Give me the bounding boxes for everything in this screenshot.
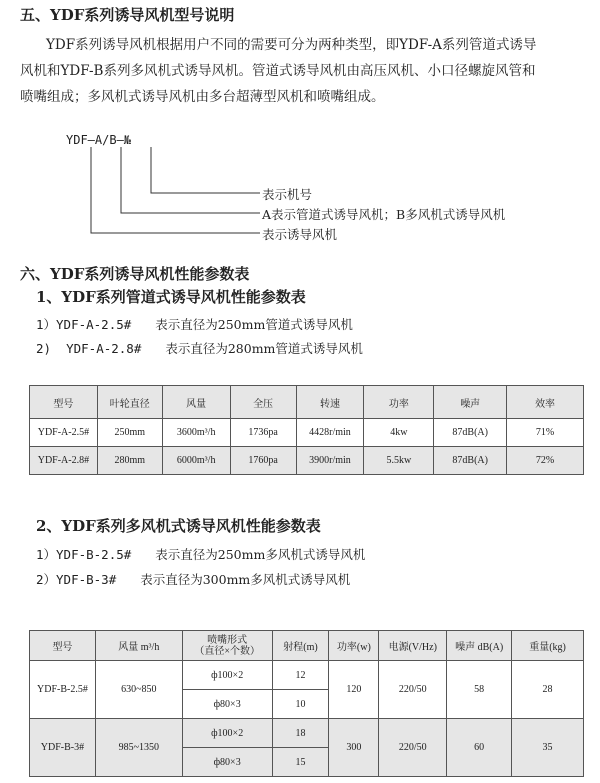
header-cell: 风量 m³/h [95,631,182,661]
nozzle-header-line1: 喷嘴形式 [207,634,248,646]
para-line-1: YDF系列诱导风机根据用户不同的需要可分为两种类型，即YDF-A系列管道式诱导 [46,37,537,53]
nozzle-header-line2: （直径×个数） [194,645,260,657]
sub1-item-1 [36,315,353,333]
cell-range: 12 [272,661,329,690]
table-row [30,661,584,690]
diagram-label-fan: 表示诱导风机 [262,227,338,242]
cell-power: 5.5kw [364,447,434,475]
header-cell: 噪声 [434,386,507,419]
item-code: 1）YDF-A-2.5# [36,317,132,332]
header-cell: 电源(V/Hz) [379,631,447,661]
sub1-item-2 [36,339,363,357]
cell-power: 4kw [364,419,434,447]
item-desc: 表示直径为280mm管道式诱导风机 [165,341,363,356]
cell-speed: 3900r/min [296,447,364,475]
model-code-bracket-lines [60,145,280,245]
header-cell: 重量(kg) [512,631,584,661]
cell-supply: 220/50 [379,661,447,719]
cell-nozzle: ф80×3 [182,690,272,719]
cell-flow: 630~850 [95,661,182,719]
header-cell-nozzle [182,631,272,661]
cell-range: 10 [272,690,329,719]
header-cell: 叶轮直径 [97,386,162,419]
item-code: 1）YDF-B-2.5# [36,547,132,562]
cell-efficiency: 71% [507,419,584,447]
cell-weight: 28 [512,661,584,719]
cell-noise: 87dB(A) [434,419,507,447]
para-line-2: 风机和YDF-B系列多风机式诱导风机。管道式诱导风机由高压风机、小口径螺旋风管和 [20,63,536,79]
cell-weight: 35 [512,719,584,777]
header-cell: 功率 [364,386,434,419]
cell-nozzle: ф80×3 [182,748,272,777]
cell-speed: 4428r/min [296,419,364,447]
cell-model: YDF-B-2.5# [30,661,96,719]
item-code: 2）YDF-B-3# [36,572,117,587]
header-cell: 全压 [230,386,296,419]
cell-model: YDF-A-2.8# [30,447,98,475]
header-cell: 噪声 dB(A) [447,631,512,661]
diagram-label-type: A表示管道式诱导风机；B多风机式诱导风机 [262,207,506,222]
cell-power: 300 [329,719,379,777]
sub2-item-1 [36,545,365,563]
para-line-3: 喷嘴组成；多风机式诱导风机由多台超薄型风机和喷嘴组成。 [20,89,385,105]
model-code: YDF—A/B—№ [66,133,132,147]
header-cell: 型号 [30,631,96,661]
cell-flow: 3600m³/h [162,419,230,447]
item-desc: 表示直径为300mm多风机式诱导风机 [140,572,351,587]
cell-noise: 87dB(A) [434,447,507,475]
table-row [30,419,584,447]
header-cell: 效率 [507,386,584,419]
cell-model: YDF-A-2.5# [30,419,98,447]
cell-noise: 58 [447,661,512,719]
section6-title: 六、YDF系列诱导风机性能参数表 [20,265,250,283]
section5-title: 五、YDF系列诱导风机型号说明 [20,6,235,24]
cell-diameter: 280mm [97,447,162,475]
cell-model: YDF-B-3# [30,719,96,777]
cell-nozzle: ф100×2 [182,661,272,690]
sub2-title: 2、YDF系列多风机式诱导风机性能参数表 [36,517,321,535]
table-row [30,447,584,475]
table-row [30,719,584,748]
cell-supply: 220/50 [379,719,447,777]
cell-pressure: 1736pa [230,419,296,447]
cell-efficiency: 72% [507,447,584,475]
item-code: 2) YDF-A-2.8# [36,341,142,356]
table-header-row [30,631,584,661]
cell-pressure: 1760pa [230,447,296,475]
table-header-row [30,386,584,419]
item-desc: 表示直径为250mm管道式诱导风机 [155,317,353,332]
sub1-title: 1、YDF系列管道式诱导风机性能参数表 [36,288,306,306]
header-cell: 转速 [296,386,364,419]
cell-diameter: 250mm [97,419,162,447]
sub2-item-2 [36,570,350,588]
cell-noise: 60 [447,719,512,777]
diagram-label-number: 表示机号 [262,187,313,202]
header-cell: 风量 [162,386,230,419]
cell-nozzle: ф100×2 [182,719,272,748]
section5-paragraph [20,32,590,110]
item-desc: 表示直径为250mm多风机式诱导风机 [155,547,366,562]
cell-flow: 6000m³/h [162,447,230,475]
table-ydf-b [29,630,584,777]
cell-range: 15 [272,748,329,777]
header-cell: 型号 [30,386,98,419]
header-cell: 射程(m) [272,631,329,661]
table-ydf-a [29,385,584,475]
cell-range: 18 [272,719,329,748]
header-cell: 功率(w) [329,631,379,661]
cell-flow: 985~1350 [95,719,182,777]
cell-power: 120 [329,661,379,719]
